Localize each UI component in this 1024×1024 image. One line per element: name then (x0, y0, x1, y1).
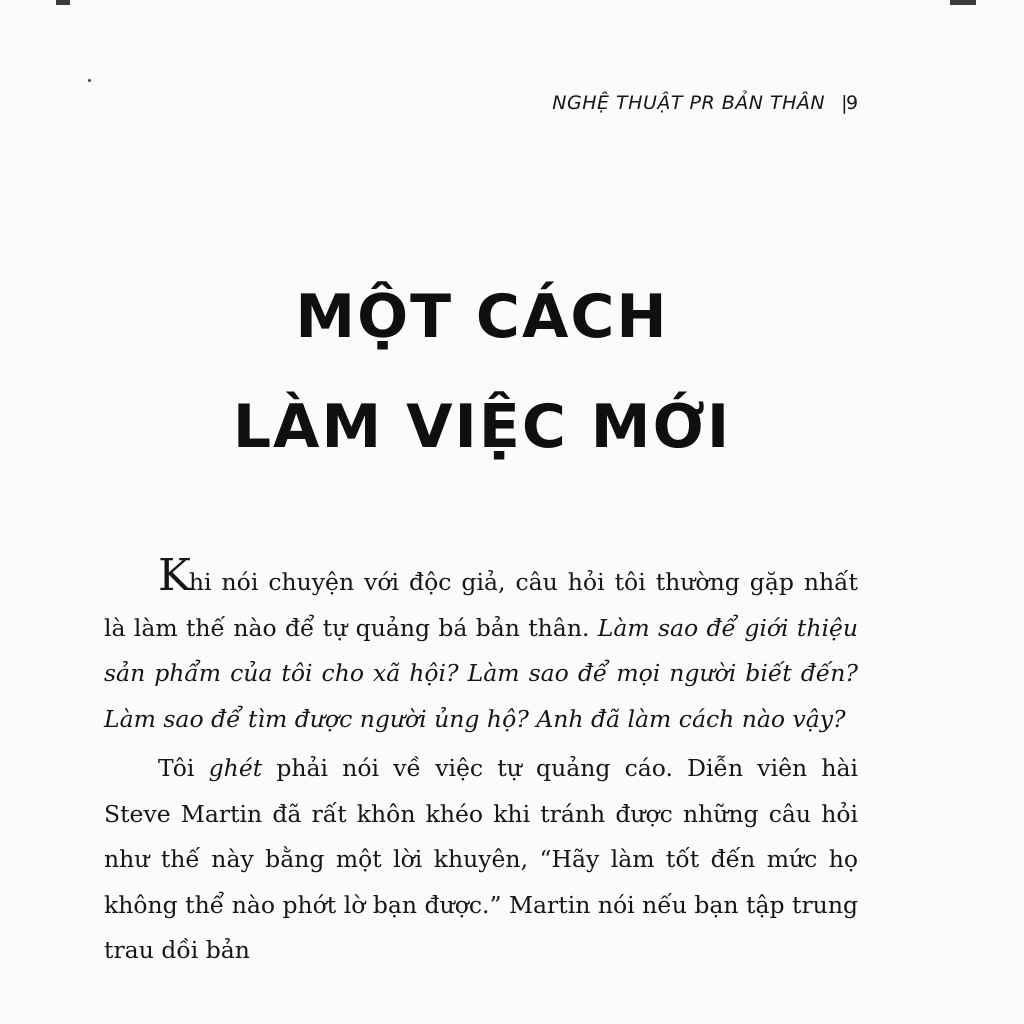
paragraph-2-italic-word: ghét (208, 754, 263, 782)
paragraph-2-start: Tôi (158, 754, 209, 782)
chapter-title (0, 262, 964, 482)
running-head (552, 92, 860, 114)
chapter-title-line-2: LÀM VIỆC MỚI (232, 392, 732, 462)
running-head-title: NGHỆ THUẬT PR BẢN THÂN (552, 92, 826, 114)
paragraph-1-text: hi nói chuyện với độc giả, câu hỏi tôi thường gặp nhất là làm thế nào để tự quảng bá bản thân. (104, 568, 858, 642)
paragraph-1 (104, 550, 859, 742)
page-top-edge-gap (70, 0, 950, 5)
body-text (104, 550, 859, 974)
running-head-separator: | (841, 92, 848, 114)
paragraph-2 (104, 746, 858, 974)
dropcap-letter: K (158, 550, 189, 601)
print-speck (88, 79, 91, 82)
paragraph-1-italic-questions: Làm sao để giới thiệu sản phẩm của tôi cho xã hội? Làm sao để mọi người biết đến? Làm sao để tìm được người ủng hộ? Anh đã làm cách nào vậy? (104, 613, 859, 733)
paragraph-2-text: phải nói về việc tự quảng cáo. Diễn viên hài Steve Martin đã rất khôn khéo khi tránh được những câu hỏi như thế này bằng một lời khuyên, “Hãy làm tốt đến mức họ không thể nào phớt lờ bạn được.” Martin nói nếu bạn tập trung trau dồi bản (104, 754, 858, 964)
page-number: 9 (846, 92, 859, 114)
chapter-title-line-1: MỘT CÁCH (295, 282, 669, 352)
